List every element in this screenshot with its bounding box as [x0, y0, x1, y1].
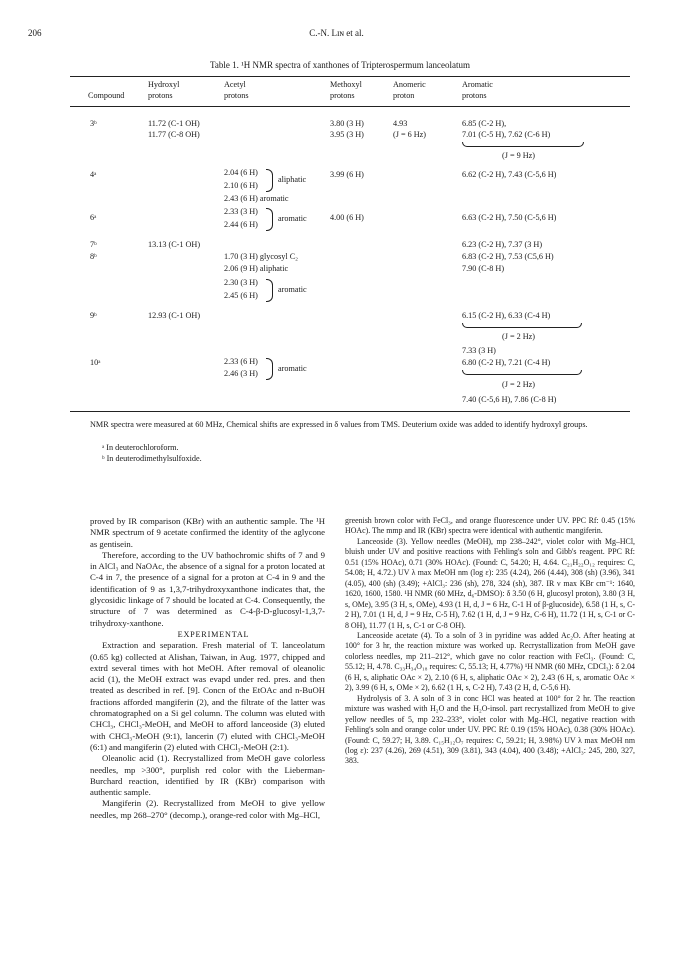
row-9-compound: 9ᵇ: [90, 311, 97, 320]
body-left-column: [90, 516, 325, 821]
row-8-compound: 8ᵇ: [90, 252, 97, 261]
col-aromatic-l1: Aromatic: [462, 80, 493, 89]
row-4-acetyl-3: 2.43 (6 H) aromatic: [224, 194, 289, 203]
row-7-aromatic: 6.23 (C-2 H), 7.37 (3 H): [462, 240, 543, 249]
running-title: C.-N. Lɪɴ et al.: [309, 28, 364, 38]
row-10-acetyl-brace: [266, 358, 273, 380]
row-10-compound: 10ᵃ: [90, 358, 101, 367]
row-4-compound: 4ᵃ: [90, 170, 97, 179]
row-8-acetyl-aromatic: aromatic: [278, 285, 307, 294]
table-bottom-rule: [70, 411, 630, 412]
row-6-methoxyl: 4.00 (6 H): [330, 213, 364, 222]
row-7-compound: 7ᵇ: [90, 240, 97, 249]
row-3-hydroxyl-2: 11.77 (C-8 OH): [148, 130, 200, 139]
table-footnote-b: ᵇ In deuterodimethylsulfoxide.: [102, 454, 202, 463]
col-methoxyl-l2: protons: [330, 91, 355, 100]
body-paragraph: Mangiferin (2). Recrystallized from MeOH to give yellow needles, mp 268–270° (decomp.), orange-red color with Mg–HCl,: [90, 798, 325, 820]
row-3-methoxyl-1: 3.80 (3 H): [330, 119, 364, 128]
row-3-aromatic-j: (J = 9 Hz): [502, 151, 536, 160]
page-number: 206: [28, 28, 42, 38]
row-4-acetyl-brace: [266, 169, 273, 192]
row-9-aromatic-brace: [462, 323, 582, 328]
row-9-aromatic-2: 7.33 (3 H): [462, 346, 496, 355]
row-10-acetyl-2: 2.46 (3 H): [224, 369, 258, 378]
row-9-aromatic-j: (J = 2 Hz): [502, 332, 536, 341]
row-4-aromatic: 6.62 (C-2 H), 7.43 (C-5,6 H): [462, 170, 557, 179]
row-8-acetyl-1: 1.70 (3 H) glycosyl C₂: [224, 252, 299, 261]
col-acetyl-l1: Acetyl: [224, 80, 246, 89]
col-hydroxyl-l1: Hydroxyl: [148, 80, 180, 89]
row-3-hydroxyl-1: 11.72 (C-1 OH): [148, 119, 200, 128]
body-paragraph: Therefore, according to the UV bathochromic shifts of 7 and 9 in AlCl₃ and NaOAc, the absence of a signal for a proton located at C-4 in 7, the presence of a signal for a proton at C-4 in 9 and the identification of 9 as 1,3,7-trihydroxyxanthone indicates that, the glycosidic linkage of 7 should be located at C-4. Consequently, the structure of 7 was determined as C-4-β-D-glucosyl-1,3,7-trihydroxy-xanthone.: [90, 549, 325, 628]
body-paragraph: Hydrolysis of 3. A soln of 3 in conc HCl was heated at 100° for 2 hr. The reaction mixture was washed with H₂O and the H₂O-insol. part recrystallized from MeOH to give yellow needles of 5, mp 232–233°, violet color with Mg–HCl, negative reaction with Fehling's soln and orange color under UV. PPC Rf: 0.19 (15% HOAc), 0.38 (30% HOAc). (Found: C, 59.27; H, 3.89. C₁₅H₁₂O₇ requires: C, 59.21; H, 3.98%) UV λ max MeOH nm (log ε): 237 (4.26), 269 (4.51), 309 (3.81), 343 (4.04), 400 (3.48); +AlCl₃: 245, 280, 327, 383.: [345, 693, 635, 766]
col-aromatic-l2: protons: [462, 91, 487, 100]
row-4-acetyl-2: 2.10 (6 H): [224, 181, 258, 190]
row-3-aromatic-brace: [462, 142, 584, 147]
body-paragraph: Extraction and separation. Fresh material of T. lanceolatum (0.65 kg) collected at Alishan, Taiwan, in Aug. 1977, chipped and extrd several times with hot MeOH. After removal of oleanolic acid (1), the MeOH extract was evapd under red. pres. and then treated as described in ref. [9]. Concn of the EtOAc and n-BuOH fractions afforded mangiferin (2), and the filtrate of the latter was chromatographed on a Si gel column. The column was eluted with CHCl₃, CHCl₃-MeOH, and MeOH to afford lanceoside (3) eluted with CHCl₃-MeOH (9:1), lancerin (7) eluted with CHCl₃-MeOH (6:1) and mangiferin (2) eluted with CHCl₃-MeOH (2:1).: [90, 640, 325, 752]
row-10-aromatic-2: 7.40 (C-5,6 H), 7.86 (C-8 H): [462, 395, 557, 404]
row-6-aromatic: 6.63 (C-2 H), 7.50 (C-5,6 H): [462, 213, 557, 222]
table-footnote-main: NMR spectra were measured at 60 MHz, Chemical shifts are expressed in δ values from TMS. Deuterium oxide was added to identify hydroxyl groups.: [90, 420, 588, 429]
section-heading-experimental: EXPERIMENTAL: [177, 629, 250, 639]
row-4-acetyl-1: 2.04 (6 H): [224, 168, 258, 177]
row-6-acetyl-aromatic: aromatic: [278, 214, 307, 223]
row-10-acetyl-aromatic: aromatic: [278, 364, 307, 373]
col-hydroxyl-l2: protons: [148, 91, 173, 100]
body-paragraph: proved by IR comparison (KBr) with an authentic sample. The ¹H NMR spectrum of 9 acetate confirmed the identity of the aglycone as gentisein.: [90, 516, 325, 549]
row-8-acetyl-2: 2.06 (9 H) aliphatic: [224, 264, 289, 273]
row-4-acetyl-aliphatic: aliphatic: [278, 175, 307, 184]
row-8-aromatic-1: 6.83 (C-2 H), 7.53 (C5,6 H): [462, 252, 554, 261]
col-anomeric-l1: Anomeric: [393, 80, 426, 89]
row-9-hydroxyl: 12.93 (C-1 OH): [148, 311, 201, 320]
col-compound: Compound: [88, 91, 125, 100]
row-3-aromatic-1: 6.85 (C-2 H),: [462, 119, 507, 128]
table-top-rule: [70, 76, 630, 77]
row-10-aromatic-j: (J = 2 Hz): [502, 380, 536, 389]
row-3-anomeric-1: 4.93: [393, 119, 408, 128]
row-8-acetyl-3: 2.30 (3 H): [224, 278, 258, 287]
body-paragraph: Oleanolic acid (1). Recrystallized from MeOH gave colorless needles, mp >300°, purplish red color with the Lieberman-Burchard reaction, identified by IR (KBr) comparison with authentic sample.: [90, 753, 325, 798]
row-10-acetyl-1: 2.33 (6 H): [224, 357, 258, 366]
col-anomeric-l2: proton: [393, 91, 415, 100]
col-methoxyl-l1: Methoxyl: [330, 80, 362, 89]
row-6-acetyl-brace: [266, 208, 273, 231]
row-6-acetyl-1: 2.33 (3 H): [224, 207, 258, 216]
row-3-aromatic-2: 7.01 (C-5 H), 7.62 (C-6 H): [462, 130, 551, 139]
row-8-acetyl-4: 2.45 (6 H): [224, 291, 258, 300]
table-header-rule: [70, 106, 630, 107]
row-10-aromatic-1: 6.80 (C-2 H), 7.21 (C-4 H): [462, 358, 551, 367]
body-paragraph: Lanceoside (3). Yellow needles (MeOH), mp 238–242°, violet color with Mg–HCl, bluish under UV and positive reactions with Fehling's soln and Gibb's reagent. PPC Rf: 0.51 (15% HOAc), 0.71 (30% HOAc). (Found: C, 54.20; H, 4.64. C₂₁H₂₂O₁₂ requires: C, 54.08; H, 4.72.) UV λ max MeOH nm (log ε): 235 (4.24), 266 (4.44), 308 (sh) (3.96), 341 (4.05), 400 (sh) (3.49); +AlCl₃: 236 (sh), 278, 324 (sh), 387. IR ν max KBr cm⁻¹: 1640, 1620, 1600, 1580. ¹H NMR (60 MHz, d₆-DMSO): δ 3.50 (6 H, glucosyl proton), 3.80 (3 H, s, OMe), 3.95 (3 H, s, OMe), 4.93 (1 H, d, J = 6 Hz, C-1 H of β-glucoside), 6.58 (1 H, s, C-2 H), 7.01 (1 H, d, J = 9 Hz, C-5 H), 7.62 (1 H, d, J = 9 Hz, C-6 H), 11.72 (1 H, s, C-1 or C-8 OH), 11.77 (1 H, s, C-1 or C-8 OH).: [345, 536, 636, 630]
table-footnote-a: ᵃ In deuterochloroform.: [102, 443, 179, 452]
table-caption: Table 1. ¹H NMR spectra of xanthones of Tripterospermum lanceolatum: [209, 60, 470, 70]
row-3-methoxyl-2: 3.95 (3 H): [330, 130, 364, 139]
row-6-compound: 6ᵃ: [90, 213, 97, 222]
row-8-acetyl-brace: [266, 279, 273, 302]
row-6-acetyl-2: 2.44 (6 H): [224, 220, 258, 229]
row-4-methoxyl: 3.99 (6 H): [330, 170, 364, 179]
col-acetyl-l2: protons: [224, 91, 249, 100]
body-paragraph: Lanceoside acetate (4). To a soln of 3 in pyridine was added Ac₂O. After heating at 100° for 3 hr, the reaction mixture was worked up. Recrystallization from MeOH gave colorless needles, mp 211–212°, which gave no color reaction with FeCl₃. (Found: C, 55.12; H, 4.78. C₃₃H₃₄O₁₈ requires: C, 55.13; H, 4.77%) ¹H NMR (60 MHz, CDCl₃): δ 2.04 (6 H, s, aliphatic OAc × 2), 2.10 (6 H, s, aliphatic OAc × 2), 2.43 (6 H, s, aromatic OAc × 2), 3.99 (6 H, s, OMe × 2), 6.62 (1 H, s, C-2 H), 7.43 (2 H, d, C-5,6 H).: [345, 630, 635, 693]
row-3-anomeric-2: (J = 6 Hz): [393, 130, 427, 139]
body-right-column: [345, 516, 635, 767]
row-7-hydroxyl: 13.13 (C-1 OH): [148, 240, 201, 249]
row-10-aromatic-brace: [462, 370, 582, 375]
row-8-aromatic-2: 7.90 (C-8 H): [462, 264, 505, 273]
row-3-compound: 3ᵇ: [90, 119, 97, 128]
row-9-aromatic-1: 6.15 (C-2 H), 6.33 (C-4 H): [462, 311, 551, 320]
body-paragraph: greenish brown color with FeCl₃, and orange fluorescence under UV. PPC Rf: 0.45 (15% HOAc). The mmp and IR (KBr) spectra were identical with authentic mangiferin.: [345, 516, 635, 536]
